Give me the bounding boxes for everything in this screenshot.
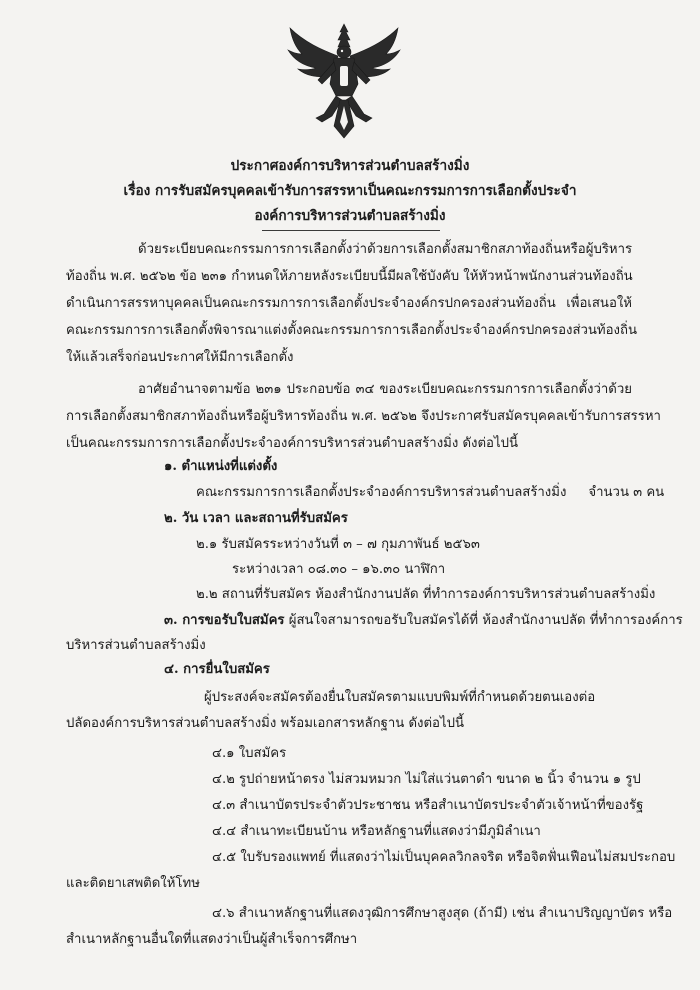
p1-line: ให้แล้วเสร็จก่อนประกาศให้มีการเลือกตั้ง [66, 350, 294, 365]
section-1-position [196, 483, 664, 503]
doc-item-cont: และติดยาเสพติดให้โทษ [66, 876, 200, 891]
doc-item: ๔.๔ สำเนาทะเบียนบ้าน หรือหลักฐานที่แสดงว่ามีภูมิลำเนา [212, 824, 541, 839]
doc-item-cont: สำเนาหลักฐานอื่นใดที่แสดงว่าเป็นผู้สำเร็จการศึกษา [66, 932, 358, 947]
section-2-2-place: ๒.๒ สถานที่รับสมัคร ห้องสำนักงานปลัด ที่ทำการองค์การบริหารส่วนตำบลสร้างมิ่ง [196, 587, 656, 602]
section-3-text: ผู้สนใจสามารถขอรับใบสมัครได้ที่ ห้องสำนักงานปลัด ที่ทำการองค์การ [284, 613, 683, 628]
p1-line: ดำเนินการสรรหาบุคคลเป็นคณะกรรมการการเลือกตั้งประจำองค์กรปกครองส่วนท้องถิ่น เพื่อเสนอให้ [66, 296, 632, 311]
section-3-line [164, 611, 683, 631]
garuda-emblem-icon [282, 22, 406, 142]
doc-item: ๔.๑ ใบสมัคร [212, 746, 287, 761]
doc-item: ๔.๕ ใบรับรองแพทย์ ที่แสดงว่าไม่เป็นบุคคลวิกลจริต หรือจิตฟั่นเฟือนไม่สมประกอบ [212, 850, 676, 865]
p2-line: การเลือกตั้งสมาชิกสภาท้องถิ่นหรือผู้บริหารท้องถิ่น พ.ศ. ๒๕๖๒ จึงประกาศรับสมัครบุคคลเข้ารับการสรรหา [66, 409, 661, 424]
section-3-text-2: บริหารส่วนตำบลสร้างมิ่ง [66, 638, 206, 653]
subject-line-2: องค์การบริหารส่วนตำบลสร้างมิ่ง [254, 208, 446, 224]
p1-line: คณะกรรมการการเลือกตั้งพิจารณาแต่งตั้งคณะกรรมการการเลือกตั้งประจำองค์กรปกครองส่วนท้องถิ่น [66, 323, 637, 338]
section-2-1-date: ๒.๑ รับสมัครระหว่างวันที่ ๓ – ๗ กุมภาพันธ์ ๒๕๖๓ [196, 537, 480, 552]
p2-line: เป็นคณะกรรมการการเลือกตั้งประจำองค์การบริหารส่วนตำบลสร้างมิ่ง ดังต่อไปนี้ [66, 436, 518, 451]
subject-line: เรื่อง การรับสมัครบุคคลเข้ารับการสรรหาเป็นคณะกรรมการการเลือกตั้งประจำ [123, 183, 577, 199]
section-4-text-2: ปลัดองค์การบริหารส่วนตำบลสร้างมิ่ง พร้อมเอกสารหลักฐาน ดังต่อไปนี้ [66, 716, 464, 731]
section-2-1-time: ระหว่างเวลา ๐๘.๓๐ – ๑๖.๓๐ นาฬิกา [232, 562, 446, 577]
position-count: จำนวน ๓ คน [588, 485, 665, 500]
section-3-heading: ๓. การขอรับใบสมัคร [164, 613, 285, 628]
doc-item: ๔.๓ สำเนาบัตรประจำตัวประชาชน หรือสำเนาบัตรประจำตัวเจ้าหน้าที่ของรัฐ [212, 798, 644, 813]
p2-line: อาศัยอำนาจตามข้อ ๒๓๑ ประกอบข้อ ๓๔ ของระเบียบคณะกรรมการการเลือกตั้งว่าด้วย [138, 382, 632, 397]
section-2-heading: ๒. วัน เวลา และสถานที่รับสมัคร [164, 511, 348, 526]
doc-item: ๔.๖ สำเนาหลักฐานที่แสดงวุฒิการศึกษาสูงสุด (ถ้ามี) เช่น สำเนาปริญญาบัตร หรือ [212, 906, 673, 921]
section-1-heading: ๑. ตำแหน่งที่แต่งตั้ง [164, 459, 278, 474]
section-4-text: ผู้ประสงค์จะสมัครต้องยื่นใบสมัครตามแบบพิมพ์ที่กำหนดด้วยตนเองต่อ [204, 690, 596, 705]
p1-line: ท้องถิ่น พ.ศ. ๒๕๖๒ ข้อ ๒๓๑ กำหนดให้ภายหลังระเบียบนี้มีผลใช้บังคับ ให้หัวหน้าพนักงานส่วนท้องถิ่น [66, 269, 633, 284]
position-text: คณะกรรมการการเลือกตั้งประจำองค์การบริหารส่วนตำบลสร้างมิ่ง [196, 485, 567, 500]
announcement-title: ประกาศองค์การบริหารส่วนตำบลสร้างมิ่ง [230, 158, 470, 174]
doc-item: ๔.๒ รูปถ่ายหน้าตรง ไม่สวมหมวก ไม่ใส่แว่นตาดำ ขนาด ๒ นิ้ว จำนวน ๑ รูป [212, 772, 641, 787]
section-4-heading: ๔. การยื่นใบสมัคร [164, 662, 270, 677]
p1-line: ด้วยระเบียบคณะกรรมการการเลือกตั้งว่าด้วยการเลือกตั้งสมาชิกสภาท้องถิ่นหรือผู้บริหาร [138, 242, 633, 257]
header-divider [262, 230, 440, 231]
